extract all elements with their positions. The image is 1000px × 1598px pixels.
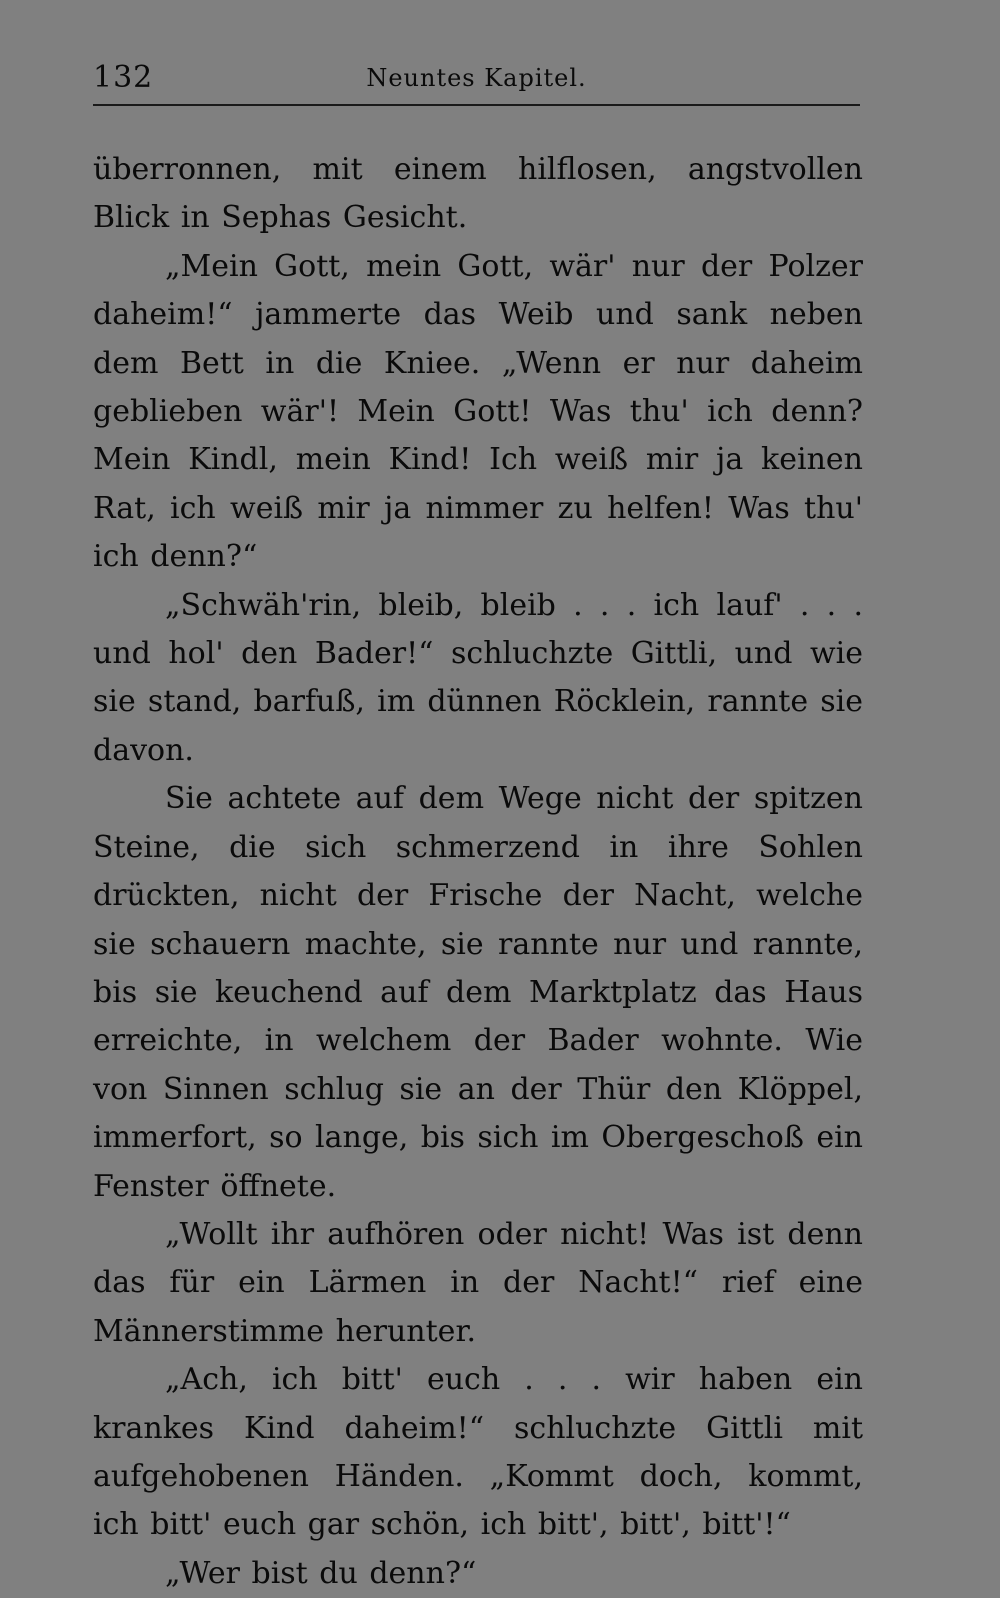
- paragraph: „Wer bist du denn?“: [165, 1555, 477, 1591]
- page-number: 132: [93, 60, 154, 95]
- header-rule: [93, 104, 860, 106]
- paragraph: „Ach, ich bitt' euch . . . wir haben ein krankes Kind daheim!“ schluchzte Gittli mit aufgehobenen Händen. „Kommt doch, kommt, ich bitt' euch gar schön, ich bitt', bitt', bitt'!“: [93, 1362, 863, 1543]
- paragraph: „Wollt ihr aufhören oder nicht! Was ist denn das für ein Lärmen in der Nacht!“ rief eine Männerstimme herunter.: [93, 1216, 863, 1349]
- paragraph: Sie achtete auf dem Wege nicht der spitzen Steine, die sich schmerzend in ihre Sohlen drückten, nicht der Frische der Nacht, welche sie schauern machte, sie rannte nur und rannte, bis sie keuchend auf dem Marktplatz das Haus erreichte, in welchem der Bader wohnte. Wie von Sinnen schlug sie an der Thür den Klöppel, immerfort, so lange, bis sich im Obergeschoß ein Fenster öffnete.: [93, 781, 863, 1204]
- paragraph: überronnen, mit einem hilflosen, angstvollen Blick in Sephas Gesicht.: [93, 152, 863, 236]
- body-text: [93, 146, 863, 1598]
- paragraph: „Mein Gott, mein Gott, wär' nur der Polzer daheim!“ jammerte das Weib und sank neben dem Bett in die Kniee. „Wenn er nur daheim geblieben wär'! Mein Gott! Was thu' ich denn? Mein Kindl, mein Kind! Ich weiß mir ja keinen Rat, ich weiß mir ja nimmer zu helfen! Was thu' ich denn?“: [93, 248, 863, 575]
- chapter-title: Neuntes Kapitel.: [366, 64, 587, 92]
- paragraph: „Schwäh'rin, bleib, bleib . . . ich lauf' . . . und hol' den Bader!“ schluchzte Gittli, und wie sie stand, barfuß, im dünnen Röcklein, rannte sie davon.: [93, 587, 863, 768]
- running-head: [93, 58, 860, 98]
